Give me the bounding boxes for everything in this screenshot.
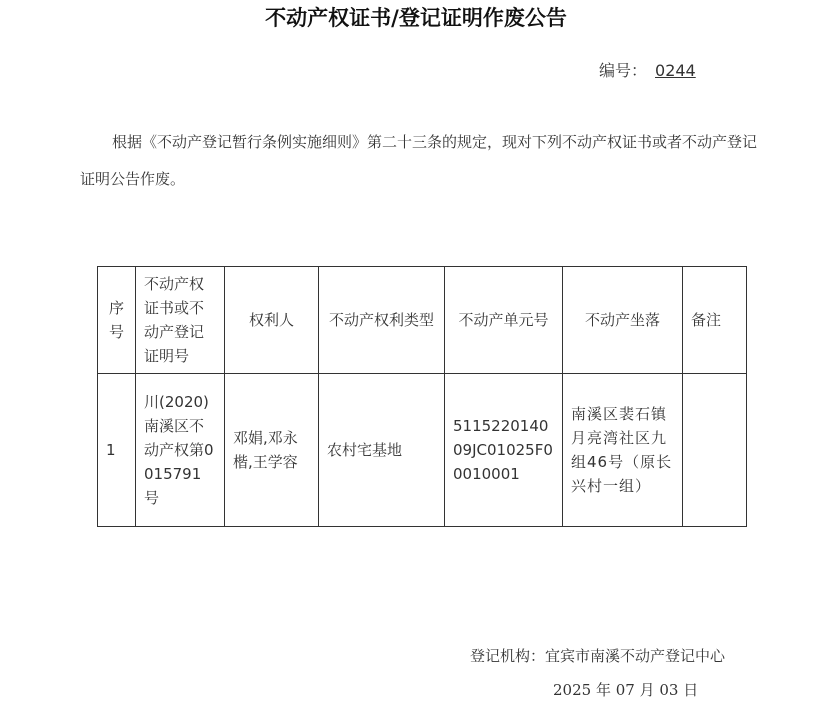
cell-remarks bbox=[683, 374, 747, 527]
page-title: 不动产权证书/登记证明作废公告 bbox=[265, 5, 567, 30]
serial-number bbox=[599, 58, 698, 81]
serial-label: 编号： bbox=[599, 61, 648, 80]
header-location: 不动产坐落 bbox=[563, 267, 683, 374]
table-header-row bbox=[98, 267, 747, 374]
notice-text: 根据《不动产登记暂行条例实施细则》第二十三条的规定，现对下列不动产权证书或者不动产登记证明公告作废。 bbox=[80, 133, 758, 188]
header-index: 序号 bbox=[98, 267, 136, 374]
announcement-date: 2025 年 07 月 03 日 bbox=[553, 681, 699, 699]
cell-right-type: 农村宅基地 bbox=[319, 374, 445, 527]
header-right-holder: 权利人 bbox=[225, 267, 319, 374]
cell-index: 1 bbox=[98, 374, 136, 527]
header-right-type: 不动产权利类型 bbox=[319, 267, 445, 374]
cell-certificate-number: 川(2020)南溪区不动产权第0015791号 bbox=[136, 374, 225, 527]
notice-paragraph bbox=[80, 124, 770, 198]
cell-location: 南溪区裴石镇月亮湾社区九组46号（原长兴村一组） bbox=[563, 374, 683, 527]
cell-unit-number: 511522014009JC01025F00010001 bbox=[445, 374, 563, 527]
table-row bbox=[98, 374, 747, 527]
cell-right-holder: 邓娟,邓永楷,王学容 bbox=[225, 374, 319, 527]
void-certificate-table bbox=[97, 266, 747, 527]
header-certificate-number: 不动产权证书或不动产登记证明号 bbox=[136, 267, 225, 374]
serial-value: 0244 bbox=[655, 61, 696, 80]
header-unit-number: 不动产单元号 bbox=[445, 267, 563, 374]
registration-authority: 登记机构：宜宾市南溪不动产登记中心 bbox=[470, 647, 726, 665]
header-remarks: 备注 bbox=[683, 267, 747, 374]
